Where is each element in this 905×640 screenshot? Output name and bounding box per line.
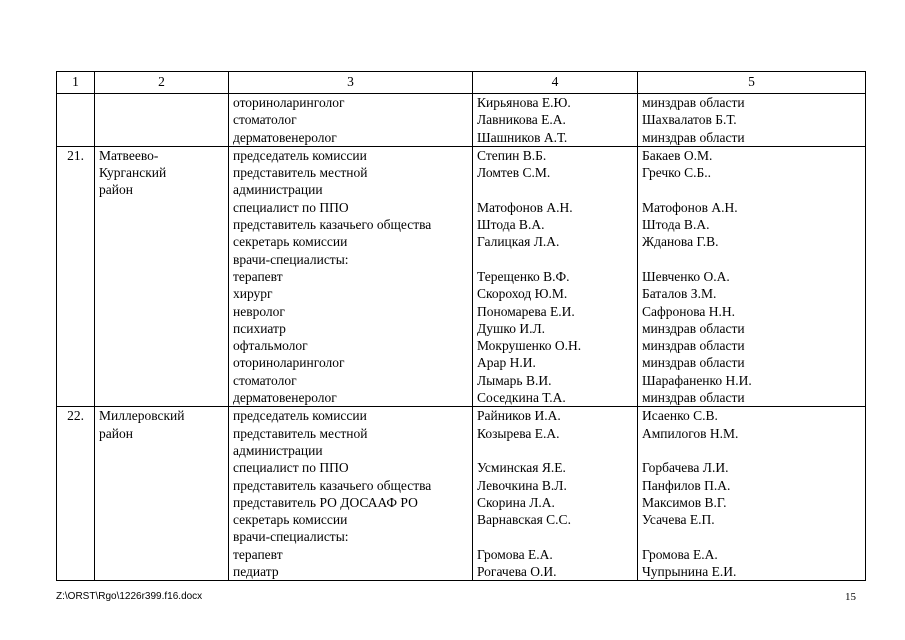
reserve-line [642, 251, 861, 268]
role-line: офтальмолог [233, 338, 308, 354]
district-cell [95, 407, 229, 581]
member-line [477, 528, 633, 545]
reserve-line: Бакаев О.М. [642, 147, 713, 163]
reserve-line: Шарафаненко Н.И. [642, 372, 752, 388]
role-line: председатель комиссии [233, 408, 367, 424]
reserve-line: минздрав области [642, 95, 745, 110]
member-line [477, 251, 633, 268]
member-line: Терещенко В.Ф. [477, 268, 570, 284]
district-line: Курганский [99, 165, 167, 181]
member-line: Матофонов А.Н. [477, 199, 573, 215]
reserve-line: Максимов В.Г. [642, 494, 727, 510]
role-line: дерматовенеролог [233, 129, 337, 145]
district-line: Матвеево- [99, 147, 159, 163]
member-line: Скорина Л.А. [477, 494, 555, 510]
role-line: дерматовенеролог [233, 390, 337, 406]
member-line: Козырева Е.А. [477, 425, 560, 441]
role-line: администрации [233, 182, 323, 198]
role-cell [229, 94, 473, 147]
row-number: 22. [57, 407, 95, 581]
role-line: представитель местной [233, 425, 368, 441]
header-cell-1: 1 [57, 72, 95, 94]
role-line: врачи-специалисты: [233, 251, 349, 267]
member-line: Душко И.Л. [477, 320, 546, 336]
table-row [57, 94, 866, 147]
member-line: Галицкая Л.А. [477, 234, 560, 250]
page-number: 15 [845, 591, 856, 603]
district-line: Миллеровский [99, 408, 185, 424]
role-line: оториноларинголог [233, 355, 345, 371]
role-line: психиатр [233, 320, 286, 336]
header-cell-5: 5 [638, 72, 866, 94]
district-cell [95, 146, 229, 406]
reserve-line: минздрав области [642, 390, 745, 406]
member-cell [473, 94, 638, 147]
district-cell [95, 94, 229, 147]
district-line: район [99, 425, 133, 441]
reserve-cell [638, 94, 866, 147]
member-line: Громова Е.А. [477, 546, 553, 562]
reserve-line: минздрав области [642, 320, 745, 336]
role-line: представитель местной [233, 165, 368, 181]
member-line: Райников И.А. [477, 408, 561, 424]
member-line: Пономарева Е.И. [477, 303, 575, 319]
role-line: оториноларинголог [233, 95, 345, 110]
member-line: Ломтев С.М. [477, 165, 551, 181]
member-cell [473, 407, 638, 581]
reserve-line [642, 181, 861, 198]
member-line: Штода В.А. [477, 217, 545, 233]
table-row [57, 407, 866, 581]
reserve-line: Жданова Г.В. [642, 234, 719, 250]
reserve-cell [638, 146, 866, 406]
member-line: Кирьянова Е.Ю. [477, 95, 571, 110]
reserve-line [642, 442, 861, 459]
role-line: невролог [233, 303, 285, 319]
reserve-line: Панфилов П.А. [642, 477, 731, 493]
table-row [57, 146, 866, 406]
role-line: представитель казачьего общества [233, 477, 432, 493]
reserve-line: Сафронова Н.Н. [642, 303, 736, 319]
member-line: Рогачева О.И. [477, 564, 557, 580]
member-line: Соседкина Т.А. [477, 390, 566, 406]
member-line: Варнавская С.С. [477, 512, 571, 528]
reserve-line: Шахвалатов Б.Т. [642, 112, 737, 128]
role-line: секретарь комиссии [233, 234, 348, 250]
role-line: секретарь комиссии [233, 512, 348, 528]
reserve-line: Исаенко С.В. [642, 408, 718, 424]
reserve-line: Баталов З.М. [642, 286, 717, 302]
member-line: Шашников А.Т. [477, 129, 568, 145]
role-line: стоматолог [233, 112, 297, 128]
reserve-line: Шевченко О.А. [642, 268, 730, 284]
role-line: терапевт [233, 268, 283, 284]
reserve-line: Матофонов А.Н. [642, 199, 738, 215]
role-line: представитель казачьего общества [233, 217, 432, 233]
role-line: хирург [233, 286, 273, 302]
member-line: Лавникова Е.А. [477, 112, 566, 128]
reserve-line: минздрав области [642, 129, 745, 145]
role-cell [229, 146, 473, 406]
role-line: специалист по ППО [233, 460, 349, 476]
member-line: Лымарь В.И. [477, 372, 552, 388]
district-line: район [99, 182, 133, 198]
reserve-line: минздрав области [642, 355, 745, 371]
reserve-cell [638, 407, 866, 581]
member-line: Левочкина В.Л. [477, 477, 567, 493]
reserve-line: минздрав области [642, 338, 745, 354]
role-line: администрации [233, 442, 323, 458]
row-number: 21. [57, 146, 95, 406]
member-line: Скороход Ю.М. [477, 286, 568, 302]
file-path: Z:\ORST\Rgo\1226r399.f16.docx [56, 591, 203, 602]
role-line: председатель комиссии [233, 147, 367, 163]
commission-table [56, 71, 866, 581]
role-line: представитель РО ДОСААФ РО [233, 494, 418, 510]
reserve-line: Ампилогов Н.М. [642, 425, 739, 441]
header-cell-3: 3 [229, 72, 473, 94]
header-cell-2: 2 [95, 72, 229, 94]
reserve-line: Гречко С.Б.. [642, 165, 712, 181]
role-line: стоматолог [233, 372, 297, 388]
header-row [57, 72, 866, 94]
member-line: Мокрушенко О.Н. [477, 338, 582, 354]
role-line: специалист по ППО [233, 199, 349, 215]
member-line [477, 181, 633, 198]
member-line: Арар Н.И. [477, 355, 536, 371]
role-line: врачи-специалисты: [233, 529, 349, 545]
reserve-line: Горбачева Л.И. [642, 460, 729, 476]
header-cell-4: 4 [473, 72, 638, 94]
reserve-line: Штода В.А. [642, 217, 710, 233]
role-line: педиатр [233, 564, 279, 580]
member-line: Усминская Я.Е. [477, 460, 566, 476]
member-line: Степин В.Б. [477, 147, 547, 163]
role-line: терапевт [233, 546, 283, 562]
member-line [477, 442, 633, 459]
reserve-line: Усачева Е.П. [642, 512, 715, 528]
reserve-line [642, 528, 861, 545]
reserve-line: Чупрынина Е.И. [642, 564, 737, 580]
row-number [57, 94, 95, 147]
role-cell [229, 407, 473, 581]
member-cell [473, 146, 638, 406]
reserve-line: Громова Е.А. [642, 546, 718, 562]
